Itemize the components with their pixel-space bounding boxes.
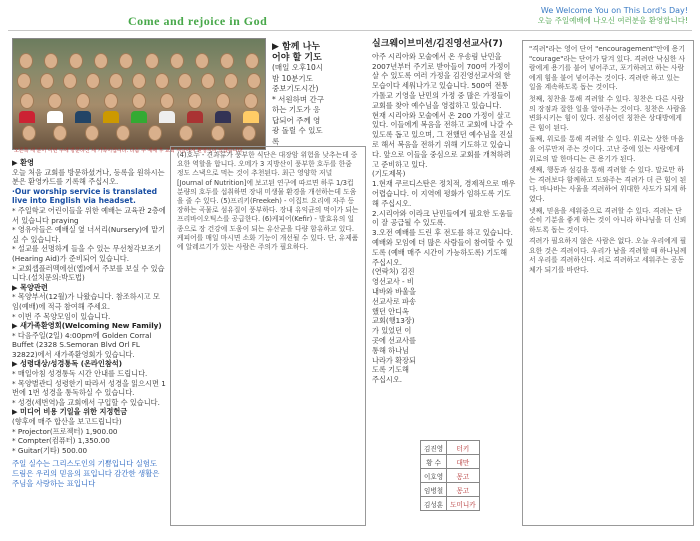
announcement-item: * 매일아침 성경통독 시간 안내를 드립니다.	[12, 369, 148, 379]
section-heading: ▶ 목양관련	[12, 282, 48, 292]
prayer-note-line: 중보기도시간)	[272, 84, 319, 93]
congregation-photo	[12, 38, 266, 150]
mission-country: 몽고	[447, 483, 479, 497]
missionary-name: 황 수	[421, 455, 447, 469]
welcome-korean: 오늘 주일예배에 나오신 여러분을 환영합니다!	[537, 16, 688, 25]
header-divider	[8, 30, 692, 31]
table-row	[421, 497, 480, 511]
announcement-item: * 주일학교 어린이들을 위한 예배는 교육관 2층에서 있습니다 praying	[12, 205, 166, 225]
missionary-paragraph: (연락처) 김진영선교사 - 비내바와 바울을 선교사로 파송했던 안디옥 교회(행13장)가 있었던 이곳에 선교사를 통해 하나님 나라가 확장되도록 기도해 주십시오.	[372, 267, 416, 385]
encouragement-paragraph: "격려"라는 영어 단어 "encouragement"안에 용기 "courage"라는 단어가 담겨 있다. 격려란 낙심한 사람에게 용기를 불어 넣어주고, 포기하려고 하는 사람에게 힘을 불어 넣어주는 것이다. 격려란 하고 있는 일을 계속하도록 돕는 것이다.	[529, 45, 686, 92]
missionary-paragraph: 2.시리아와 이라크 난민들에게 필요한 도움들이 잘 공급될 수 있도록.	[372, 208, 513, 228]
photo-caption: 오른쪽 세 분이 이번 주에 방문하신 새 가족이십니다. 다음 주 예배 후 교회 식당에서 환영식이 있겠습니다.	[14, 148, 244, 154]
missionary-title: 실크웨이브미션/김진영선교사(7)	[372, 39, 503, 49]
mission-country: 몽고	[447, 469, 479, 483]
encouragement-paragraph: 둘째, 위로를 통해 격려할 수 있다. 위로는 상한 마음을 어루만져 주는 것이다. 고난 중에 있는 사람에게 위로의 말 한마디는 큰 용기가 된다.	[529, 135, 685, 163]
prayer-note-title: ▶ 함께 나누어야 할 기도	[272, 42, 322, 63]
announcement-item: (향후에 매주 합산을 보고드립니다)	[12, 417, 122, 427]
health-article-text: (4)호두 - 견과류가 풍부한 식단은 대장암 위험을 낮추는데 중요한 역할을 합니다. 오메가 3 지방산이 풍부한 호두를 한줌 정도 스낵으로 먹는 것이 추천된다. 최근 영양학 저널 [Journal of Nutrition]에 보고된 연구에 따르면 하루 1/3컵 분량의 호두를 섭취하면 장내 미생물 환경을 개선하는데 도움을 줄 수 있다. (5)프리키(Freekeh) - 이집트 요리에 자주 등장하는 곡물로 섬유질이 풍부하다. 장내 유익균의 먹이가 되는 프리바이오틱스를 공급한다. (6)케피어(Kefir) - 발효유의 일종으로 장 건강에 도움이 되는 유산균을 다량 함유하고 있다. 케피어를 매일 마시면 소화 기능이 개선될 수 있다. 단, 유제품에 알레르기가 있는 사람은 주의가 필요하다.	[177, 151, 359, 252]
announcement-item: * 성경(세번역)을 교회에서 구입할 수 있습니다.	[12, 397, 160, 407]
bulletin-title: Come and rejoice in God	[128, 14, 268, 28]
welcome-english: We Welcome You on This Lord's Day!	[540, 6, 688, 15]
missionary-column	[372, 40, 516, 385]
announcement-item: * 목양별관디 성령한기 따라서 성경을 읽으시면 1번에 1번 성경을 통독하실 수 있습니다.	[12, 378, 166, 398]
health-article-box	[170, 146, 366, 526]
missionary-name: 김진영	[421, 441, 447, 455]
mission-country: 대만	[447, 455, 479, 469]
missionary-roster	[420, 440, 480, 511]
announcement-item: * Compter(컴퓨터) 1,350.00	[12, 436, 110, 446]
section-heading: ▶ 성령대상/성경통독 (온라인참석)	[12, 359, 122, 369]
missionary-paragraph: 3.오전 예배를 드린 후 전도를 하고 있습니다. 예배와 모임에 더 많은 사람들이 참여할 수 있도록 (예배 매주 시간이 가능하도록) 기도해 주십시오.	[372, 228, 513, 267]
announcement-item: * 설교를 선명하게 들을 수 있는 무선청각보조기(Hearing Aid)가 준비되어 있습니다.	[12, 244, 162, 263]
mission-country: 도미니카	[447, 497, 479, 511]
encouragement-column	[522, 40, 694, 526]
announcements-column	[12, 158, 166, 488]
announcement-item: * 이번 주 목양모임이 있습니다.	[12, 311, 111, 321]
prayer-note-line: (매일 오후10시 밤 10분기도	[272, 63, 324, 83]
missionary-paragraph: 1.현재 쿠르디스탄은 정치적, 경제적으로 매우 어렵습니다. 이 지역에 평화가 임하도록 기도해 주십시오.	[372, 179, 516, 208]
missionary-paragraph: 현재 시리아와 모술에서 온 200 가정이 살고 있다. 이들에게 복음을 전하고 교회에 나갈 수 있도록 돕고 있으며, 그 전했던 예수님을 진실로 해서 복음을 전하기 위해 기도하고 있습니다. 앞으로 이들을 중심으로 교회를 개척하려고 준비하고 있다.	[372, 110, 513, 169]
table-row	[421, 469, 480, 483]
prayer-note	[272, 42, 324, 147]
missionary-name: 임병철	[421, 483, 447, 497]
announcement-item: * 교회셉플러멕에선(앱)에서 주보를 보실 수 있습니다.(설치문의:박도법)	[12, 263, 165, 283]
translation-note: ·Our worship service is translated live into English via headset.	[12, 186, 158, 206]
missionary-paragraph: 아주 시리아와 모술에서 온 우송림 난민을 2007년부터 주기로 받아들이 700여 가정이 살 수 있도록 여러 가정을 김진영선교사의 한 모습이다 세워나가고 있습니다. 500여 전통 가톨교 기영을 난민의 가정 중 많은 가정들이 교회를 찾아 예수님을 영접하고 있습니다.	[372, 51, 511, 110]
section-heading: ▶ 미디어 비용 기일을 위한 지정헌금	[12, 407, 128, 417]
section-heading: ▶ 새가족환영회(Welcoming New Family)	[12, 321, 162, 331]
announcement-item: * Projector(프로젝터) 1,900.00	[12, 426, 118, 436]
mission-country: 터키	[447, 441, 479, 455]
encouragement-paragraph: 첫째, 칭찬을 통해 격려할 수 있다. 칭찬은 다른 사람의 장점과 잘한 일을 알아주는 것이다. 칭찬은 사람을 변화시키는 힘이 있다. 진심어린 칭찬은 상대방에게 큰 힘이 된다.	[529, 94, 687, 132]
welcome-banner	[538, 6, 688, 26]
announcement-item: * 다음주일(2일) 4:00pm에 Golden Corral Buffet (2328 S.Semoran Blvd Orl FL 32822)에서 새가족환영회가 있습니다.	[12, 330, 152, 359]
missionary-name: 김성훈	[421, 497, 447, 511]
encouragement-paragraph: 셋째, 행동과 섬김을 통해 격려할 수 있다. 말로만 하는 격려보다 함께하고 도와주는 격려가 더 큰 힘이 된다. 바나바는 사울을 격려하여 위대한 사도가 되게 하였다.	[529, 166, 687, 203]
announcement-item: * 목양부서(12월)가 나왔습니다. 참조하시고 모임(예배)에 적극 참여해 주세요.	[12, 292, 160, 311]
table-row	[421, 483, 480, 497]
table-row	[421, 441, 480, 455]
announcement-item: * 영유아들은 예배실 옆 너서리(Nursery)에 맡기실 수 있습니다.	[12, 225, 166, 244]
table-row	[421, 455, 480, 469]
encouragement-paragraph: 격려가 필요하지 않은 사람은 없다. 오늘 우리에게 필요한 것은 격려이다. 우리가 남을 격려할 때 하나님께서 우리를 격려하신다. 서로 격려하고 세워주는 공동체가 되기를 바란다.	[529, 237, 687, 275]
section-heading: ▶ 환영	[12, 158, 34, 167]
encouragement-paragraph: 넷째, 믿음을 세워줌으로 격려할 수 있다. 격려는 단순히 기분을 좋게 하는 것이 아니라 하나님을 더 신뢰하도록 돕는 것이다.	[529, 206, 687, 234]
prayer-note-line: * 서원하며 간구하는 기도가 응답되어 주께 영광 돌릴 수 있도록	[272, 94, 324, 146]
offering-footer: 주일 실수는 그리스도인의 기쁨입니다 실험도 드림은 우리의 믿음의 표입니다 감간한 생활은 주님을 사랑하는 표입니다	[12, 459, 160, 488]
missionary-name: 이호영	[421, 469, 447, 483]
announcement-item: * Guitar(기타) 500.00	[12, 445, 88, 455]
announcement-text: 오늘 처음 교회를 방문하셨거나, 등록을 원하시는 분은 환영카드를 기록해 주십시오.	[12, 167, 165, 187]
missionary-paragraph: (기도제목)	[372, 169, 406, 179]
